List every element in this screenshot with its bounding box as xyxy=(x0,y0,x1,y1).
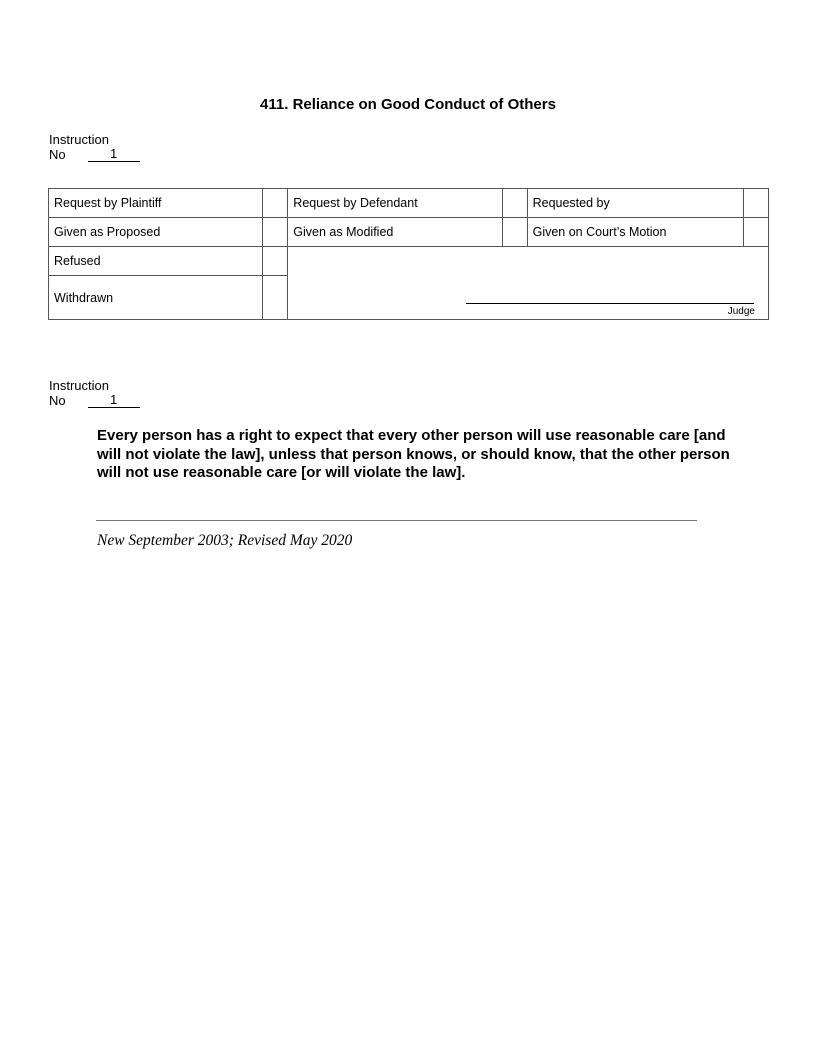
judge-label: Judge xyxy=(727,306,755,317)
given-as-proposed-checkbox[interactable] xyxy=(263,218,288,247)
instruction-number-block-2 xyxy=(49,378,140,408)
given-on-courts-motion-label: Given on Court’s Motion xyxy=(527,218,743,247)
request-by-plaintiff-checkbox[interactable] xyxy=(263,189,288,218)
instruction-text: Every person has a right to expect that every other person will use reasonable care [and will not violate the law], unless that person knows, or should know, that the other person will not use reasonable care [or will violate the law]. xyxy=(97,427,730,481)
instruction-number-field-2[interactable]: 1 xyxy=(88,393,140,408)
given-as-proposed-label: Given as Proposed xyxy=(49,218,263,247)
request-by-plaintiff-label: Request by Plaintiff xyxy=(49,189,263,218)
instruction-label-2: Instruction xyxy=(49,378,109,393)
revision-history: New September 2003; Revised May 2020 xyxy=(97,532,353,549)
requested-by-label: Requested by xyxy=(527,189,743,218)
no-label-2: No xyxy=(49,393,66,408)
withdrawn-checkbox[interactable] xyxy=(263,276,288,320)
given-as-modified-label: Given as Modified xyxy=(288,218,502,247)
given-on-courts-motion-checkbox[interactable] xyxy=(744,218,769,247)
divider xyxy=(96,520,697,521)
request-table xyxy=(48,188,769,320)
request-by-defendant-label: Request by Defendant xyxy=(288,189,502,218)
instruction-title: 411. Reliance on Good Conduct of Others xyxy=(260,96,556,113)
instruction-label: Instruction xyxy=(49,132,109,147)
withdrawn-label: Withdrawn xyxy=(49,276,263,320)
no-label: No xyxy=(49,147,66,162)
judge-signature-line[interactable] xyxy=(466,303,754,304)
given-as-modified-checkbox[interactable] xyxy=(502,218,527,247)
instruction-number-field[interactable]: 1 xyxy=(88,147,140,162)
request-by-defendant-checkbox[interactable] xyxy=(502,189,527,218)
judge-signature-area xyxy=(288,247,769,320)
refused-label: Refused xyxy=(49,247,263,276)
requested-by-checkbox[interactable] xyxy=(744,189,769,218)
instruction-number-block xyxy=(49,132,140,162)
refused-checkbox[interactable] xyxy=(263,247,288,276)
